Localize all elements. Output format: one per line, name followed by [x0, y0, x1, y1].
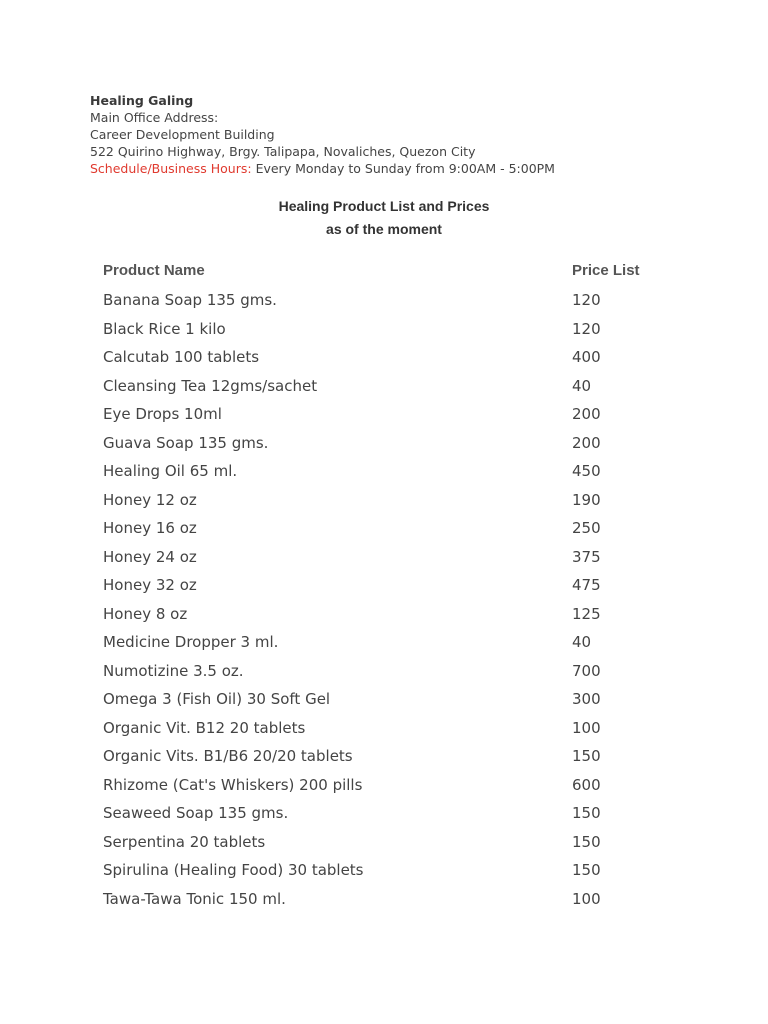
- table-row: [103, 719, 703, 748]
- product-price: 100: [572, 718, 601, 737]
- product-name: Honey 8 oz: [103, 604, 188, 623]
- table-row: [103, 434, 703, 463]
- table-row: [103, 776, 703, 805]
- product-name: Guava Soap 135 gms.: [103, 433, 269, 452]
- product-price: 120: [572, 291, 601, 309]
- product-price: 200: [572, 433, 601, 452]
- column-header-product-name: Product Name: [103, 262, 205, 279]
- office-building: Career Development Building: [90, 127, 275, 142]
- product-price: 400: [572, 348, 601, 366]
- product-price: 100: [572, 889, 601, 908]
- table-row: [103, 690, 703, 719]
- product-price: 150: [572, 747, 601, 765]
- product-name: Spirulina (Healing Food) 30 tablets: [103, 861, 364, 879]
- product-name: Serpentina 20 tablets: [103, 832, 266, 851]
- product-price: 200: [572, 405, 601, 423]
- product-list: [103, 291, 703, 918]
- product-price: 150: [572, 804, 601, 822]
- product-price: 375: [572, 547, 601, 566]
- product-name: Rhizome (Cat's Whiskers) 200 pills: [103, 775, 363, 794]
- product-price: 40: [572, 376, 592, 395]
- product-name: Honey 32 oz: [103, 576, 197, 594]
- business-hours-value: Every Monday to Sunday from 9:00AM - 5:00PM: [251, 161, 555, 176]
- product-price: 600: [572, 775, 601, 794]
- product-price: 125: [572, 604, 601, 623]
- document-title: [0, 195, 768, 241]
- product-name: Eye Drops 10ml: [103, 405, 222, 423]
- table-row: [103, 662, 703, 691]
- product-name: Tawa-Tawa Tonic 150 ml.: [103, 889, 286, 908]
- company-name: Healing Galing: [90, 93, 194, 108]
- product-name: Healing Oil 65 ml.: [103, 462, 238, 480]
- table-row: [103, 576, 703, 605]
- product-price: 475: [572, 576, 601, 594]
- table-row: [103, 291, 703, 320]
- business-hours-label: Schedule/Business Hours:: [90, 161, 252, 176]
- product-price: 300: [572, 690, 601, 708]
- product-price: 150: [572, 861, 601, 879]
- product-name: Cleansing Tea 12gms/sachet: [103, 376, 318, 395]
- table-row: [103, 348, 703, 377]
- product-name: Medicine Dropper 3 ml.: [103, 633, 279, 651]
- product-name: Calcutab 100 tablets: [103, 348, 260, 366]
- product-name: Organic Vit. B12 20 tablets: [103, 718, 306, 737]
- table-row: [103, 605, 703, 634]
- table-row: [103, 320, 703, 349]
- product-name: Black Rice 1 kilo: [103, 319, 226, 338]
- product-price: 190: [572, 490, 601, 509]
- office-address-label: Main Office Address:: [90, 110, 219, 125]
- table-row: [103, 804, 703, 833]
- product-name: Omega 3 (Fish Oil) 30 Soft Gel: [103, 690, 331, 708]
- table-row: [103, 861, 703, 890]
- office-street: 522 Quirino Highway, Brgy. Talipapa, Novaliches, Quezon City: [90, 144, 476, 159]
- title-line-1: Healing Product List and Prices: [278, 198, 490, 214]
- product-price: 150: [572, 832, 601, 851]
- table-row: [103, 747, 703, 776]
- table-row: [103, 377, 703, 406]
- table-row: [103, 633, 703, 662]
- product-price: 450: [572, 462, 601, 480]
- product-price: 40: [572, 633, 592, 651]
- product-price: 700: [572, 661, 601, 680]
- table-row: [103, 833, 703, 862]
- table-row: [103, 491, 703, 520]
- table-row: [103, 462, 703, 491]
- table-header: [103, 262, 703, 282]
- table-row: [103, 405, 703, 434]
- table-row: [103, 890, 703, 919]
- business-hours: [90, 160, 555, 177]
- title-line-2: as of the moment: [326, 221, 442, 237]
- product-name: Banana Soap 135 gms.: [103, 291, 277, 309]
- product-name: Organic Vits. B1/B6 20/20 tablets: [103, 747, 353, 765]
- table-row: [103, 548, 703, 577]
- company-header: [90, 92, 555, 177]
- product-name: Honey 24 oz: [103, 547, 197, 566]
- product-name: Honey 12 oz: [103, 490, 197, 509]
- column-header-price-list: Price List: [572, 262, 640, 279]
- product-name: Numotizine 3.5 oz.: [103, 661, 244, 680]
- product-price: 120: [572, 319, 601, 338]
- product-name: Honey 16 oz: [103, 519, 197, 537]
- table-row: [103, 519, 703, 548]
- product-name: Seaweed Soap 135 gms.: [103, 804, 289, 822]
- product-price: 250: [572, 519, 601, 537]
